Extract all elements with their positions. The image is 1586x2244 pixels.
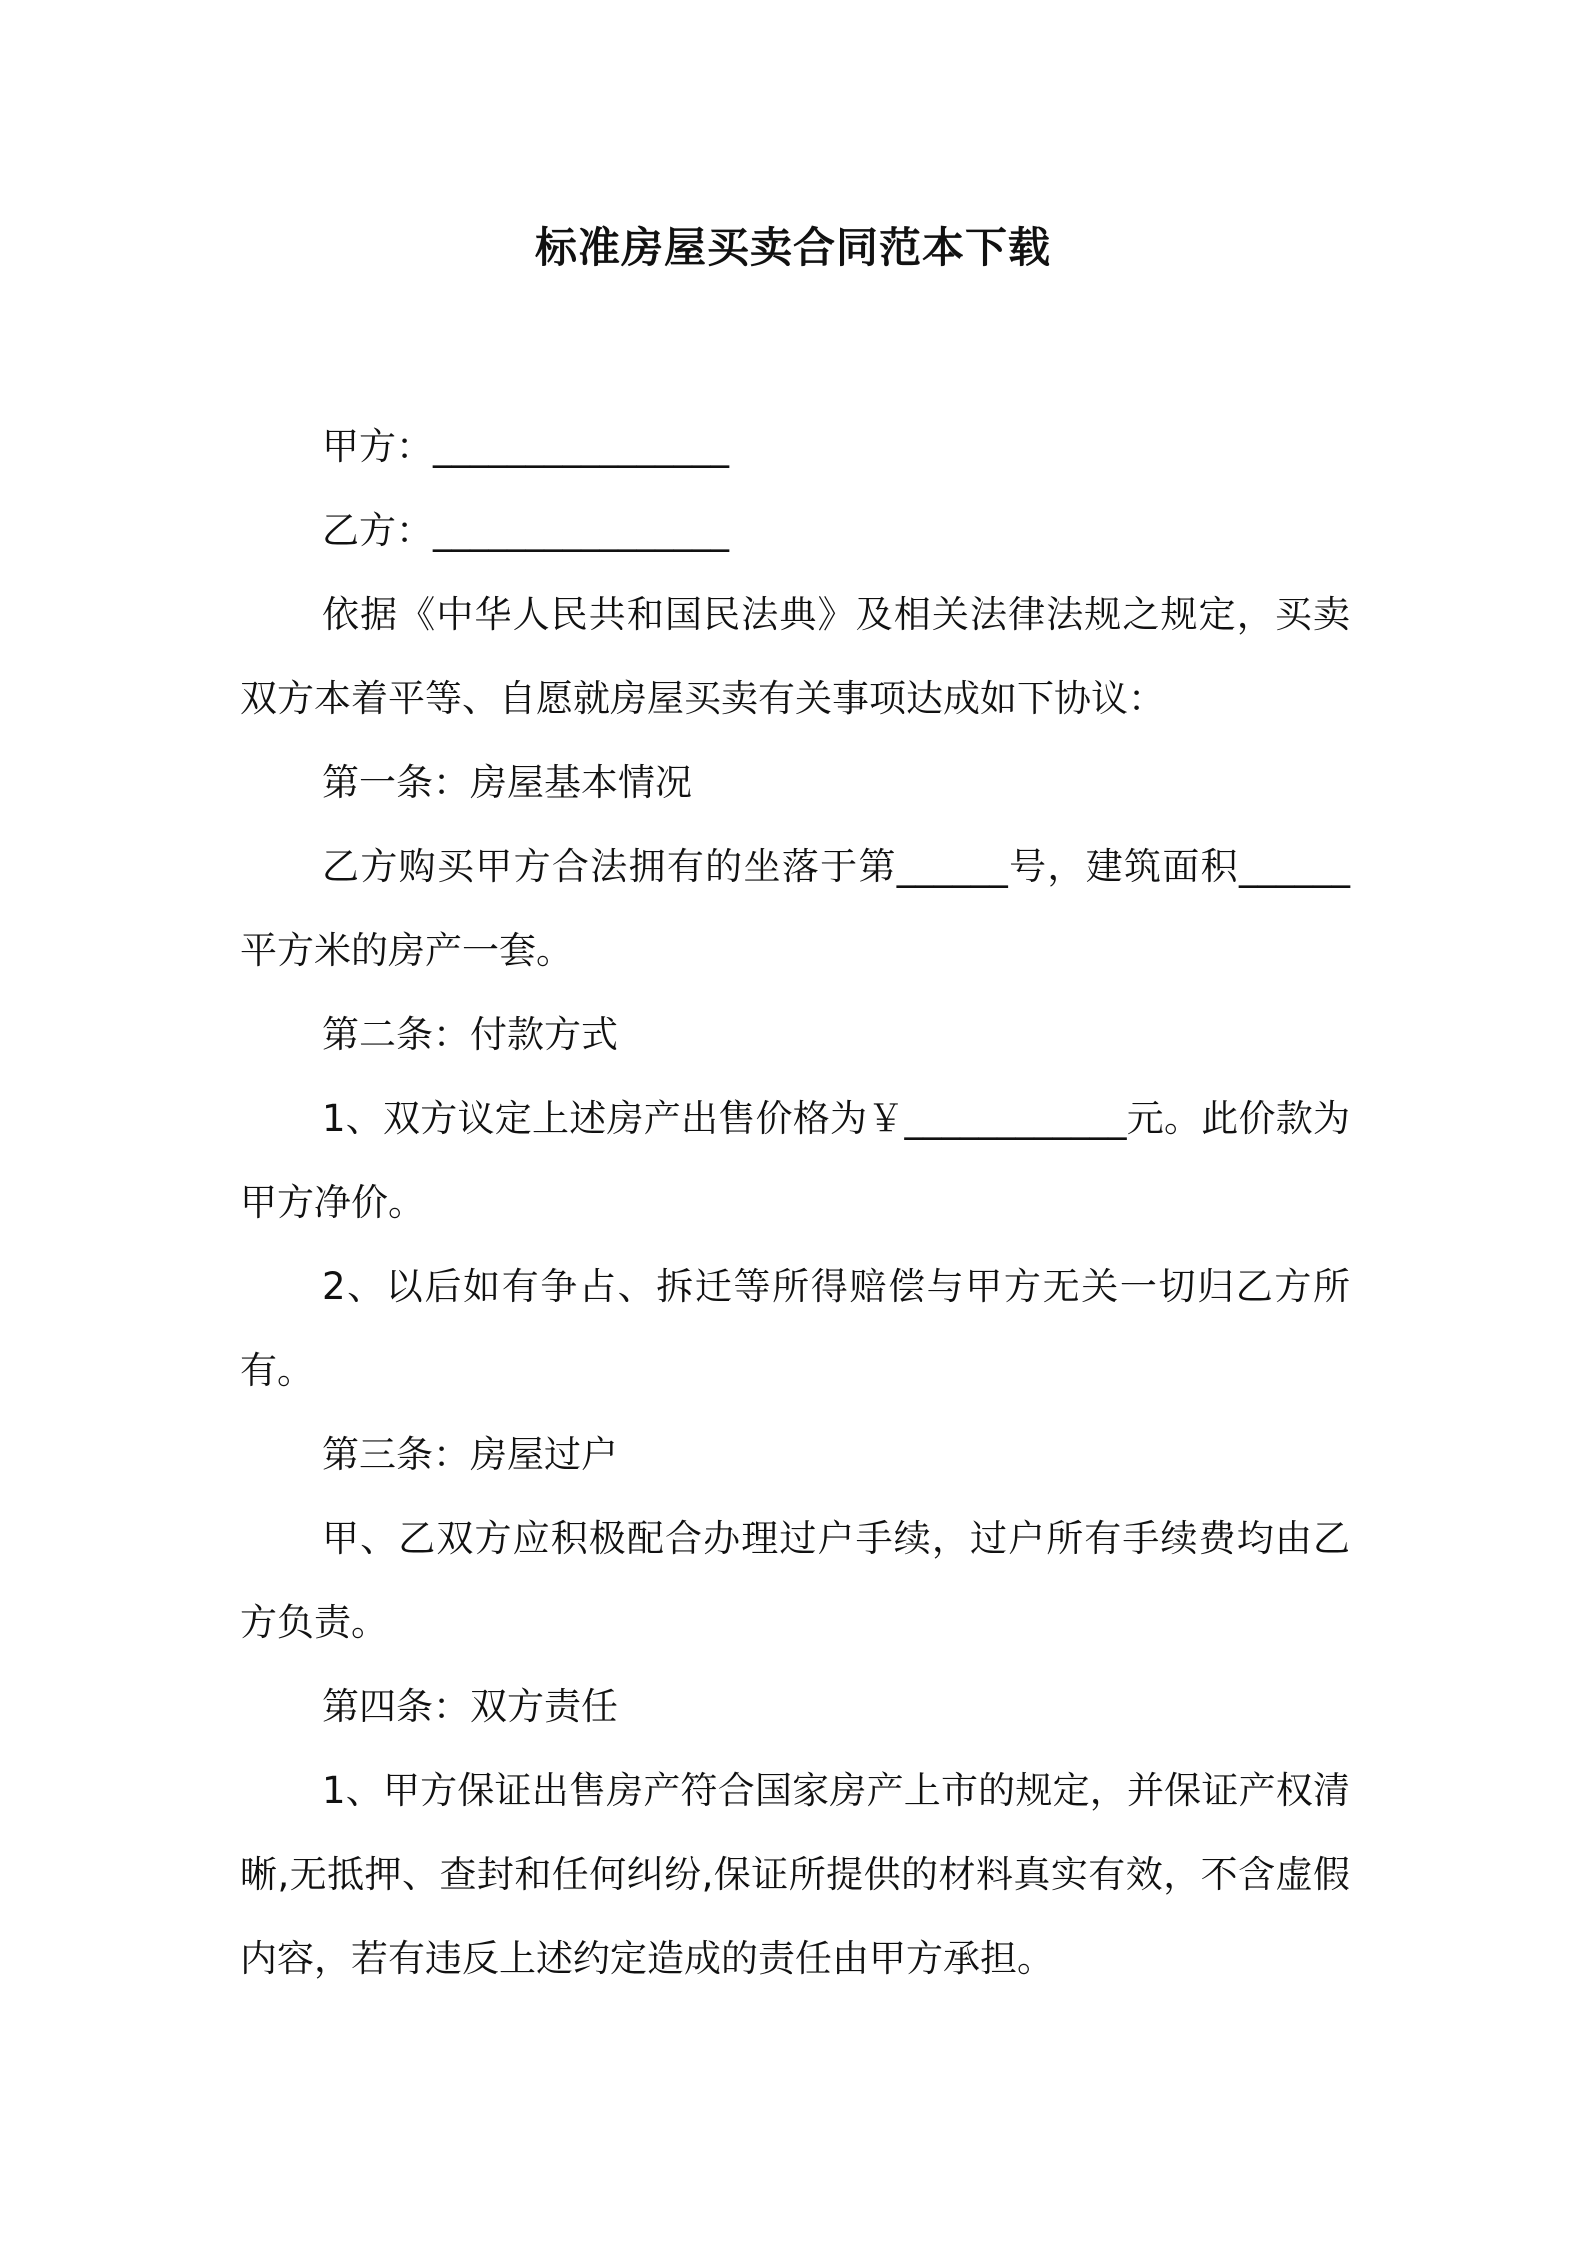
party-a-line: 甲方：________________ <box>322 425 729 468</box>
article-3-text: 甲、乙双方应积极配合办理过户手续，过户所有手续费均由乙方负责。 <box>240 1517 1350 1644</box>
article-4-clause-1: 1、甲方保证出售房产符合国家房产上市的规定，并保证产权清晰,无抵押、查封和任何纠纷,保证所提供的材料真实有效，不含虚假内容，若有违反上述约定造成的责任由甲方承担。 <box>240 1769 1350 1980</box>
party-b-line: 乙方：________________ <box>322 509 729 552</box>
document-body <box>240 405 1350 2001</box>
article-3-heading: 第三条：房屋过户 <box>322 1433 618 1476</box>
article-1-text: 乙方购买甲方合法拥有的坐落于第______号，建筑面积______平方米的房产一套。 <box>240 845 1350 972</box>
article-1-heading: 第一条：房屋基本情况 <box>322 761 692 804</box>
preamble-paragraph: 依据《中华人民共和国民法典》及相关法律法规之规定，买卖双方本着平等、自愿就房屋买卖有关事项达成如下协议： <box>240 593 1350 720</box>
article-2-clause-1: 1、双方议定上述房产出售价格为￥____________元。此价款为甲方净价。 <box>240 1097 1350 1224</box>
article-4-heading: 第四条：双方责任 <box>322 1685 618 1728</box>
article-2-clause-2: 2、以后如有争占、拆迁等所得赔偿与甲方无关一切归乙方所有。 <box>240 1265 1350 1392</box>
document-title: 标准房屋买卖合同范本下载 <box>534 223 1051 272</box>
article-2-heading: 第二条：付款方式 <box>322 1013 618 1056</box>
